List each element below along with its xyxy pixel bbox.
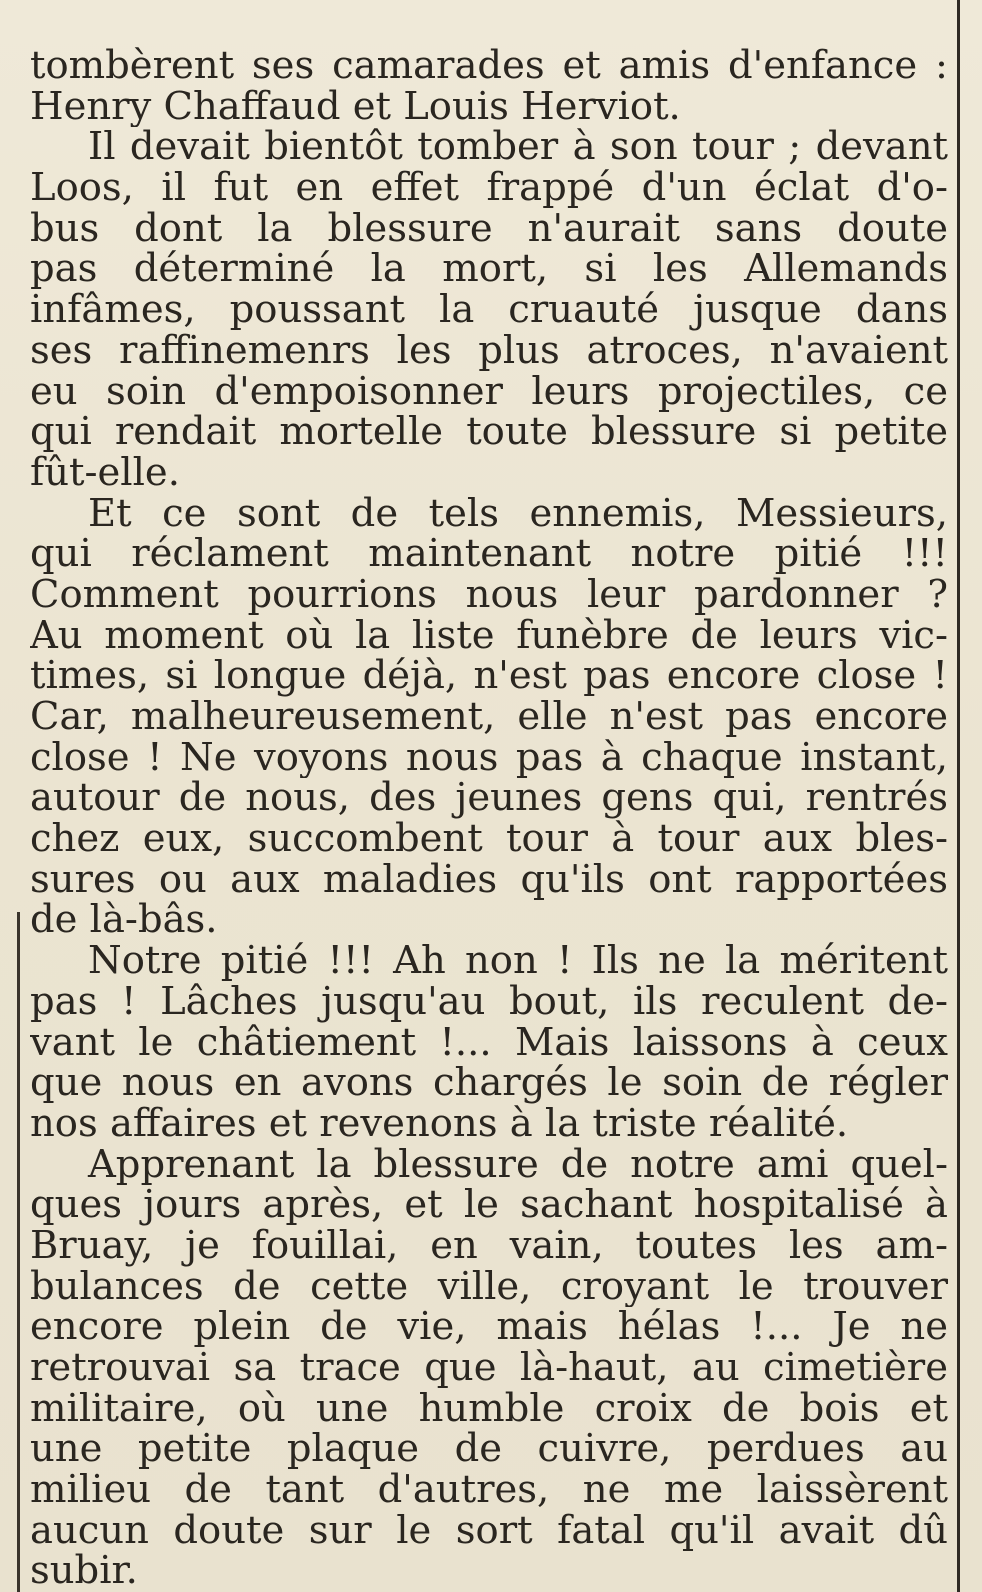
text-line: pas déterminé la mort, si les Allemands [30,249,948,291]
text-line: bus dont la blessure n'aurait sans doute [30,208,948,250]
text-line: que nous en avons chargés le soin de régler [30,1063,948,1104]
text-line: militaire, où une humble croix de bois et [30,1388,948,1430]
paragraph-first-line: Il devait bientôt tomber à son tour ; devant [88,127,948,169]
paragraph-first-line: Notre pitié !!! Ah non ! Ils ne la méritent [88,941,948,982]
text-line: autour de nous, des jeunes gens qui, rentrés [30,778,948,820]
text-line: Au moment où la liste funèbre de leurs vic- [30,615,948,657]
text-line: chez eux, succombent tour à tour aux bles- [30,819,948,860]
text-line: subir. [30,1551,138,1592]
text-line: aucun doute sur le sort fatal qu'il avait dû [30,1510,948,1552]
text-line: tombèrent ses camarades et amis d'enfance : [30,46,948,87]
paragraph-first-line: Apprenant la blessure de notre ami quel- [88,1144,948,1186]
text-line: bulances de cette ville, croyant le trouver [30,1266,948,1308]
text-line: Henry Chaffaud et Louis Herviot. [30,86,681,128]
text-line: Comment pourrions nous leur pardonner ? [30,574,948,616]
article-column [30,46,948,1592]
text-line: vant le châtiement !... Mais laissons à ceux [30,1022,948,1064]
text-line: une petite plaque de cuivre, perdues au [30,1429,948,1471]
column-rule-left [17,912,20,1592]
text-line: sures ou aux maladies qu'ils ont rapportées [30,859,948,901]
text-line: Loos, il fut en effet frappé d'un éclat d'o- [30,168,948,209]
text-line: infâmes, poussant la cruauté jusque dans [30,290,948,331]
text-line: ses raffinemenrs les plus atroces, n'avaient [30,330,948,372]
text-line: retrouvai sa trace que là-haut, au cimetière [30,1348,948,1389]
text-line: milieu de tant d'autres, ne me laissèrent [30,1470,948,1511]
text-line: eu soin d'empoisonner leurs projectiles, ce [30,371,948,413]
text-line: fût-elle. [30,452,180,494]
text-line: de là-bâs. [30,900,218,942]
text-line: ques jours après, et le sachant hospitalisé à [30,1185,948,1226]
column-rule-right [957,0,960,1592]
text-line: Car, malheureusement, elle n'est pas encore [30,697,948,738]
text-line: nos affaires et revenons à la triste réalité. [30,1103,849,1145]
paragraph-first-line: Et ce sont de tels ennemis, Messieurs, [88,493,948,535]
text-line: qui réclament maintenant notre pitié !!! [30,534,948,575]
text-line: encore plein de vie, mais hélas !... Je ne [30,1307,948,1348]
text-line: pas ! Lâches jusqu'au bout, ils reculent de- [30,981,948,1023]
text-line: times, si longue déjà, n'est pas encore close ! [30,656,948,697]
text-line: qui rendait mortelle toute blessure si petite [30,412,948,453]
text-line: close ! Ne voyons nous pas à chaque instant, [30,737,948,779]
text-line: Bruay, je fouillai, en vain, toutes les am- [30,1225,948,1267]
